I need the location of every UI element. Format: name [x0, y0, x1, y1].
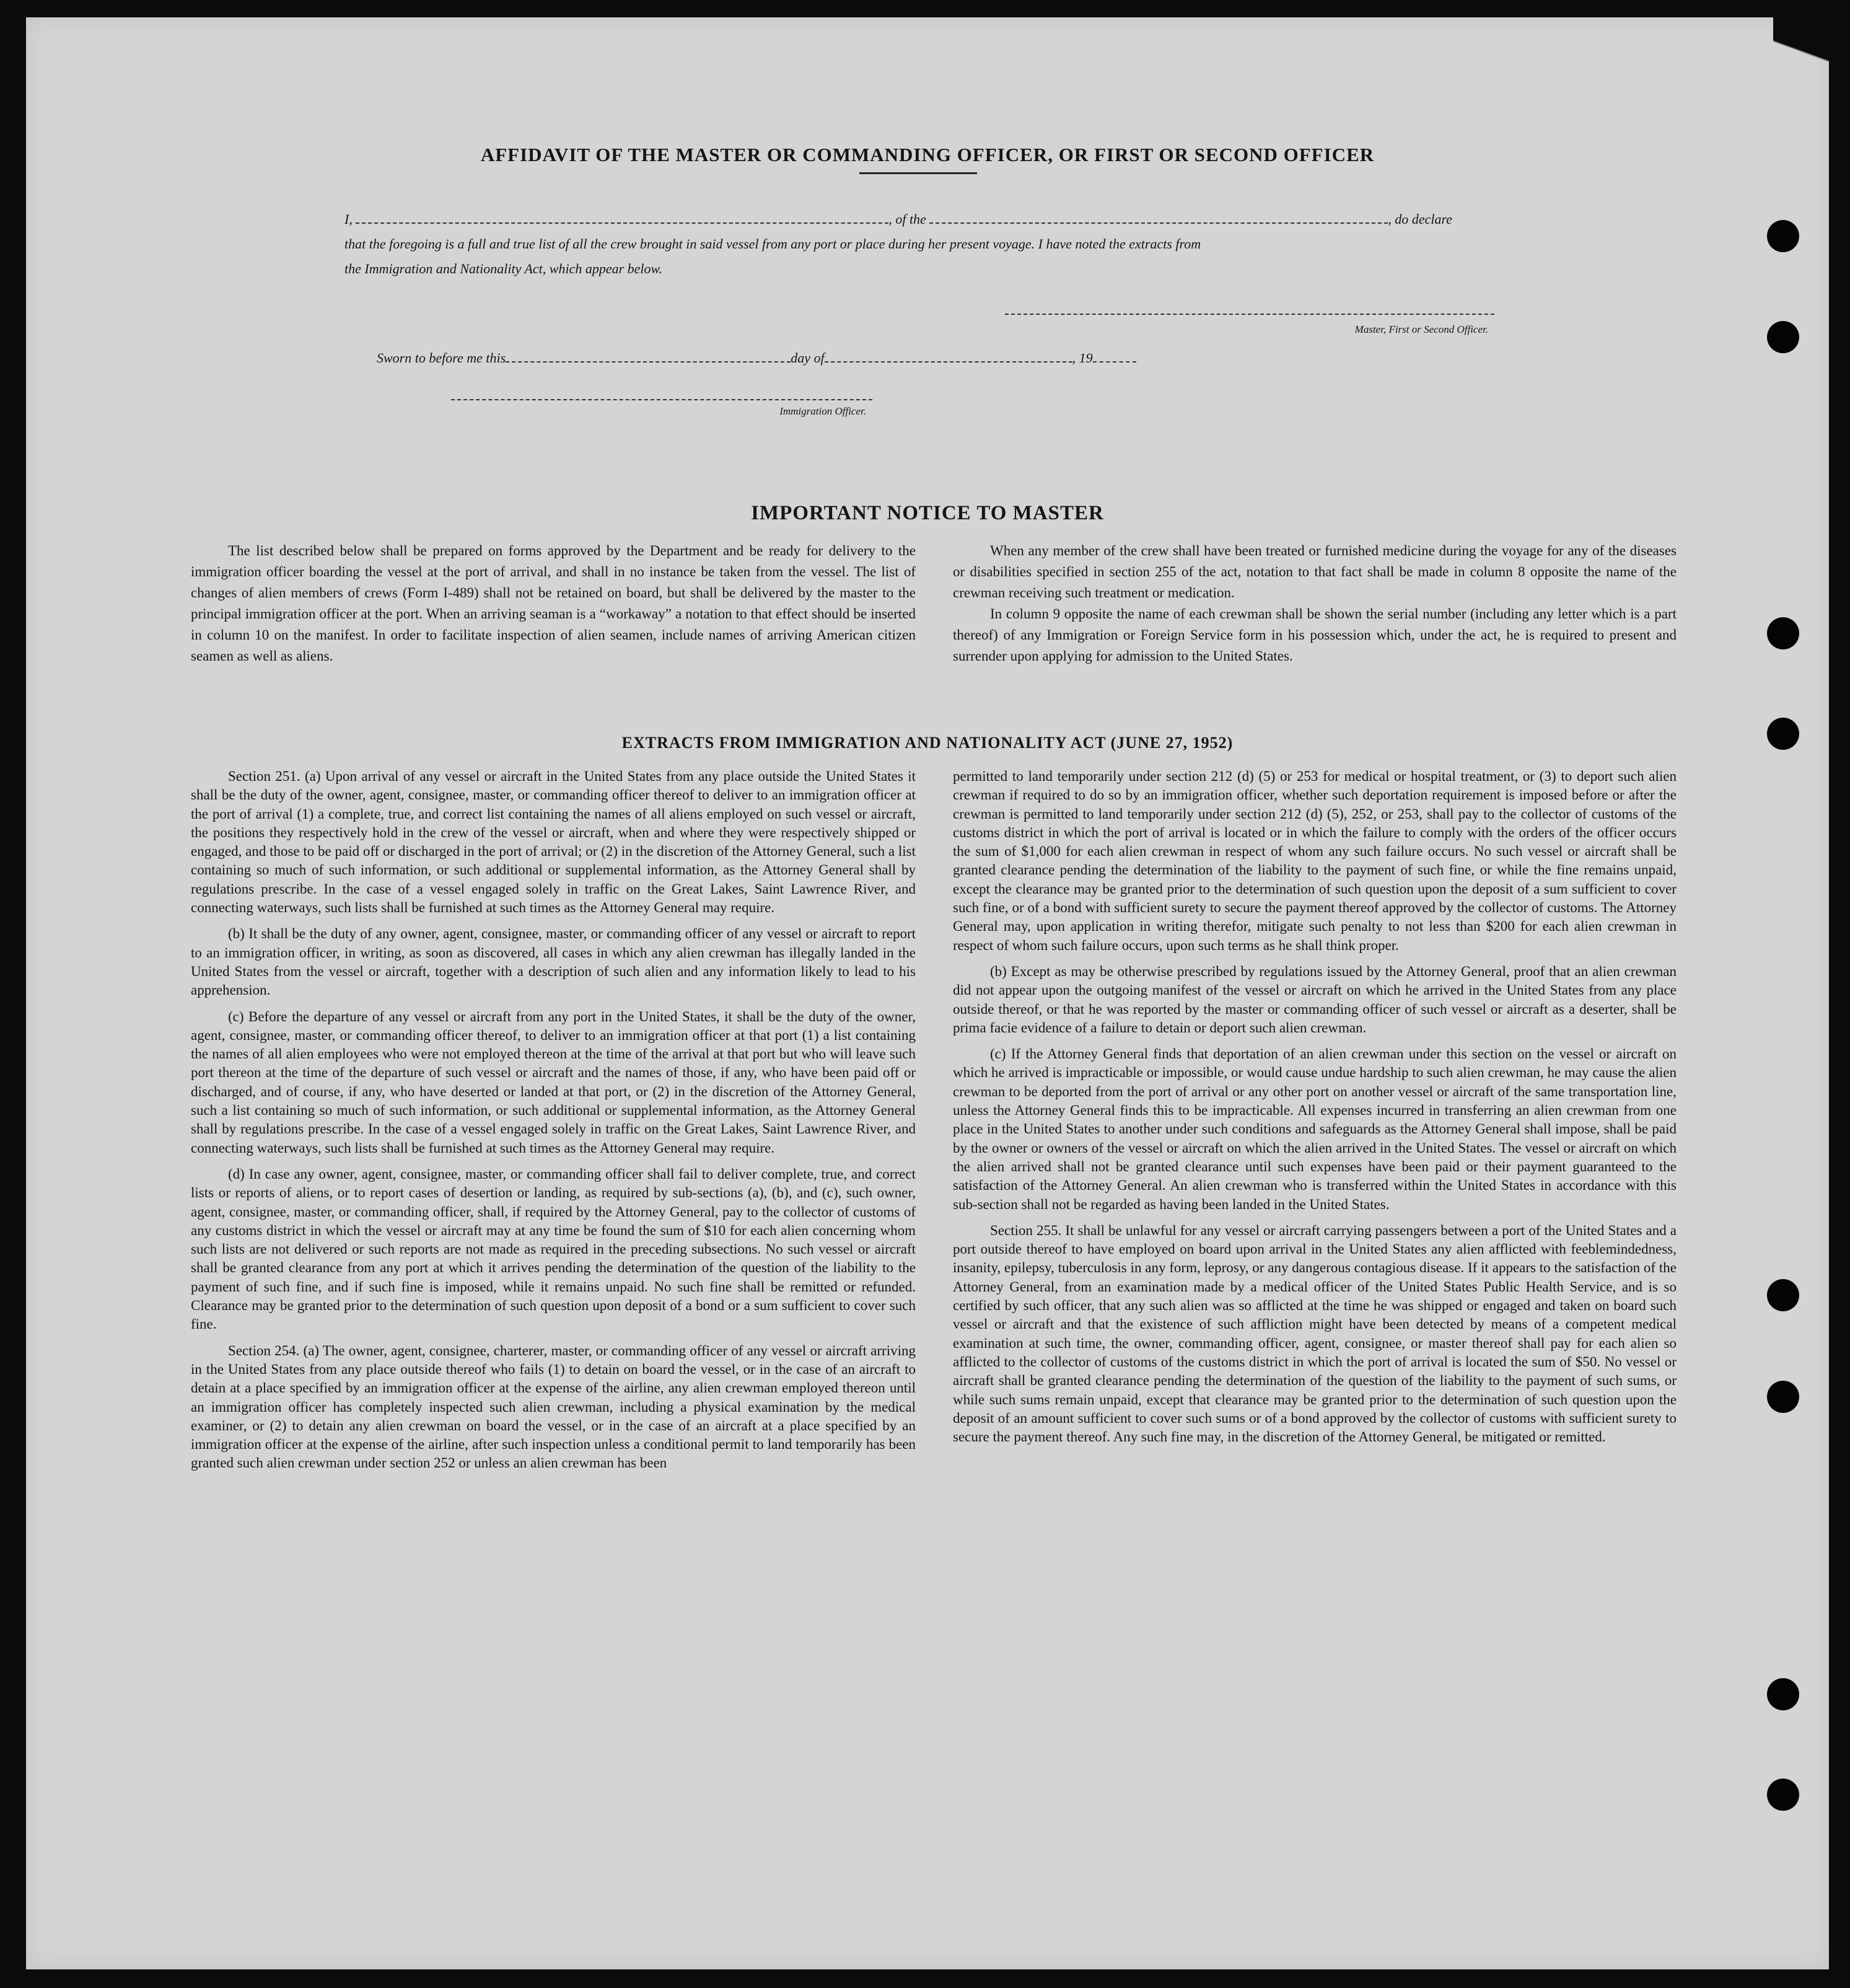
notice-title: IMPORTANT NOTICE TO MASTER: [751, 502, 1104, 524]
affidavit-title: AFFIDAVIT OF THE MASTER OR COMMANDING OFFICER, OR FIRST OR SECOND OFFICER: [480, 144, 1375, 165]
vessel-blank[interactable]: [929, 210, 1388, 224]
notice-right-column: [953, 540, 1677, 667]
punch-hole-1: [1767, 220, 1799, 252]
section-251-d: (d) In case any owner, agent, consignee, master, or commanding officer shall fail to deliver complete, true, and correct lists or reports of aliens, or to report cases of desertion or landing, as required by sub-sections (a), (b), and (c), such owner, agent, consignee, master, or commanding officer, shall, if required by the Attorney General, pay to the collector of customs of any customs district in which the vessel or aircraft may at any time be found the sum of $10 for each alien concerning whom such lists are not delivered or such reports are not made as required in the preceding subsections. No such vessel or aircraft shall be granted clearance from any port at which it arrives pending the determination of the question of the liability to the payment of such fine, and if such fine is imposed, while it remains unpaid. No such fine shall be remitted or refunded. Clearance may be granted prior to the determination of such question upon deposit of a bond or a sum sufficient to cover such fine.: [191, 1166, 916, 1332]
page-corner: [1773, 17, 1829, 104]
notice-right-paragraph-2: In column 9 opposite the name of each crewman shall be shown the serial number (including any letter which is a part thereof) of any Immigration or Foreign Service form in his possession which, under the act, he is required to present and surrender upon applying for admission to the United States.: [953, 606, 1677, 664]
master-caption: Master, First or Second Officer.: [1354, 323, 1488, 335]
declaration-line-2: that the foregoing is a full and true list of all the crew brought in said vessel from any port or place during her present voyage. I have noted the extracts from: [344, 236, 1201, 252]
punch-hole-3: [1767, 617, 1799, 649]
immigration-officer-signature-line[interactable]: [451, 399, 872, 400]
section-251-c: (c) Before the departure of any vessel or aircraft from any port in the United States, it shall be the duty of the owner, agent, consignee, master, or commanding officer thereof, to deliver to an immigration officer at that port (1) a list containing the names of all alien employees who were not employed thereon at the time of the arrival at that port but who will leave such port thereon at the time of the departure of such vessel or aircraft and the names of those, if any, who have been paid off or discharged, and of course, if any, who have deserted or landed at that port, or (2) in the discretion of the Attorney General, such a list containing so much of such information, or such additional or supplemental information, as the Attorney General shall by regulations prescribe. In the case of a vessel engaged solely in traffic on the Great Lakes, Saint Lawrence River, and connecting waterways, such lists shall be furnished at such times as the Attorney General may require.: [191, 1008, 916, 1156]
sworn-day-blank[interactable]: [506, 349, 791, 363]
name-blank[interactable]: [356, 210, 888, 224]
section-254-b: (b) Except as may be otherwise prescribed by regulations issued by the Attorney General, proof that an alien crewman did not appear upon the outgoing manifest of the vessel or aircraft on which he arrived in the United States from any place outside thereof, or that he was reported by the master or commanding officer of such vessel or aircraft as a deserter, shall be prima facie evidence of a failure to detain or deport such alien crewman.: [953, 963, 1677, 1036]
immigration-officer-caption: Immigration Officer.: [779, 405, 866, 417]
sworn-year: , 19: [1072, 350, 1093, 366]
extracts-title: EXTRACTS FROM IMMIGRATION AND NATIONALITY ACT (JUNE 27, 1952): [621, 734, 1234, 752]
sworn-line: [377, 346, 1136, 371]
document-page: [26, 17, 1829, 1969]
section-251-a: Section 251. (a) Upon arrival of any vessel or aircraft in the United States from any place outside the United States it shall be the duty of the owner, agent, consignee, master, or commanding officer thereof to deliver to an immigration officer at the port of arrival (1) a complete, true, and correct list containing the names of all aliens employed on such vessel or aircraft, the positions they respectively hold in the crew of the vessel or aircraft, when and where they were respectively shipped or engaged, and those to be paid off or discharged in the port of arrival; or (2) in the discretion of the Attorney General, such a list containing so much of such information, or such additional or supplemental information, as the Attorney General shall by regulations prescribe. In the case of a vessel engaged solely in traffic on the Great Lakes, Saint Lawrence River, and connecting waterways, such lists shall be furnished at such times as the Attorney General may require.: [191, 768, 916, 916]
section-251-b: (b) It shall be the duty of any owner, agent, consignee, master, or commanding officer of any vessel or aircraft to report to an immigration officer, in writing, as soon as discovered, all cases in which any alien crewman has illegally landed in the United States from the vessel or aircraft, together with a description of such alien and any information likely to lead to his apprehension.: [191, 926, 916, 998]
sworn-day-of: day of: [791, 350, 825, 366]
section-255: Section 255. It shall be unlawful for any vessel or aircraft carrying passengers between a port of the United States and a port outside thereof to have employed on board upon arrival in the United States any alien afflicted with feeblemindedness, insanity, epilepsy, tuberculosis in any form, leprosy, or any dangerous contagious disease. If it appears to the satisfaction of the Attorney General, from an examination made by a medical officer of the United States Public Health Service, and is so certified by such officer, that any such alien was so afflicted at the time he was shipped or engaged and taken on board such vessel or aircraft and that the existence of such affliction might have been detected by means of a competent medical examination at such time, the owner, commanding officer, agent, consignee, or master thereof shall pay for each alien so afflicted to the collector of customs of the customs district in which the port of arrival is located the sum of $50. No vessel or aircraft shall be granted clearance pending the determination of the question of the liability to the payment of such sums, or while such sums remain unpaid, except that clearance may be granted prior to the determination of such question upon the deposit of an amount sufficient to cover such sums or of a bond approved by the collector of customs with sufficient surety to secure the payment thereof. Any such fine may, in the discretion of the Attorney General, be mitigated or remitted.: [953, 1222, 1677, 1445]
notice-left-paragraph: The list described below shall be prepared on forms approved by the Department and be ready for delivery to the immigration officer boarding the vessel at the port of arrival, and shall in no instance be taken from the vessel. The list of changes of alien members of crews (Form I-489) shall not be retained on board, but shall be delivered by the master to the principal immigration officer at the port. When an arriving seaman is a “workaway” a notation to that effect should be inserted in column 10 on the manifest. In order to facilitate inspection of alien seamen, include names of arriving American citizen seamen as well as aliens.: [191, 543, 916, 664]
declaration-line-3: the Immigration and Nationality Act, which appear below.: [344, 261, 663, 276]
punch-hole-2: [1767, 321, 1799, 353]
declaration-do-declare: , do declare: [1388, 211, 1452, 227]
title-rule: [859, 172, 977, 174]
punch-hole-6: [1767, 1381, 1799, 1413]
notice-right-paragraph-1: When any member of the crew shall have been treated or furnished medicine during the voyage for any of the diseases or disabilities specified in section 255 of the act, notation to that fact shall be made in column 8 opposite the name of the crewman receiving such treatment or medication.: [953, 543, 1677, 600]
declaration-line-1: [344, 207, 1528, 232]
punch-hole-7: [1767, 1678, 1799, 1710]
extracts-right-column: [953, 767, 1677, 1454]
extracts-left-column: [191, 767, 916, 1480]
punch-hole-5: [1767, 1279, 1799, 1311]
section-254-a: Section 254. (a) The owner, agent, consignee, charterer, master, or commanding officer of any vessel or aircraft arriving in the United States from any place outside thereof who fails (1) to detain on board the vessel, or in the case of an aircraft to detain at a place specified by an immigration officer at the expense of the airline, any alien crewman employed thereon until an immigration officer has completely inspected such alien crewman, including a physical examination by the medical examiner, or (2) to detain any alien crewman on board the vessel, or in the case of an aircraft at a place specified by an immigration officer at the expense of the airline, after such inspection unless a conditional permit to land temporarily has been granted such alien crewman under section 252 or unless an alien crewman has been: [191, 1342, 916, 1471]
punch-hole-8: [1767, 1779, 1799, 1811]
declaration-i: I,: [344, 211, 353, 227]
sworn-month-blank[interactable]: [825, 349, 1072, 363]
section-254-a-continued: permitted to land temporarily under section 212 (d) (5) or 253 for medical or hospital treatment, or (3) to deport such alien crewman if required to do so by an immigration officer, whether such deportation requirement is imposed before or after the crewman is permitted to land temporarily under section 212 (d) (5), 252, or 253, shall pay to the collector of customs of the customs district in which the port of arrival is located or in which the failure to comply with the orders of the officer occurs the sum of $1,000 for each alien crewman in respect of whom any such failure occurs. No such vessel or aircraft shall be granted clearance pending the determination of the liability to the payment of such fine, or while the fine remains unpaid, except the clearance may be granted prior to the determination of such question upon the deposit of a sum sufficient to cover such fine, or of a bond with sufficient surety to secure the payment thereof approved by the collector of customs. The Attorney General may, upon application in writing therefor, mitigate such penalty to not less than $200 for each alien crewman in respect of whom such failure occurs, upon such terms as he shall think proper.: [953, 768, 1677, 953]
notice-left-column: [191, 540, 916, 667]
declaration-of-the: , of the: [888, 211, 926, 227]
master-signature-line[interactable]: [1005, 314, 1494, 315]
sworn-prefix: Sworn to before me this: [377, 350, 506, 366]
affidavit-declaration: [344, 207, 1528, 281]
sworn-year-blank[interactable]: [1093, 349, 1136, 363]
section-254-c: (c) If the Attorney General finds that deportation of an alien crewman under this section on the vessel or aircraft on which he arrived is impracticable or impossible, or would cause undue hardship to such alien crewman, he may cause the alien crewman to be deported from the port of arrival or any other port on another vessel or aircraft of the same transportation line, unless the Attorney General finds this to be impracticable. All expenses incurred in transferring an alien crewman from one place in the United States to another under such conditions and safeguards as the Attorney General shall impose, shall be paid by the owner or owners of the vessel or aircraft on which the alien arrived in the United States. The vessel or aircraft on which the alien arrived shall not be granted clearance until such expenses have been paid or their payment guaranteed to the satisfaction of the Attorney General. An alien crewman who is transferred within the United States in accordance with this sub-section shall not be regarded as having been landed in the United States.: [953, 1046, 1677, 1212]
